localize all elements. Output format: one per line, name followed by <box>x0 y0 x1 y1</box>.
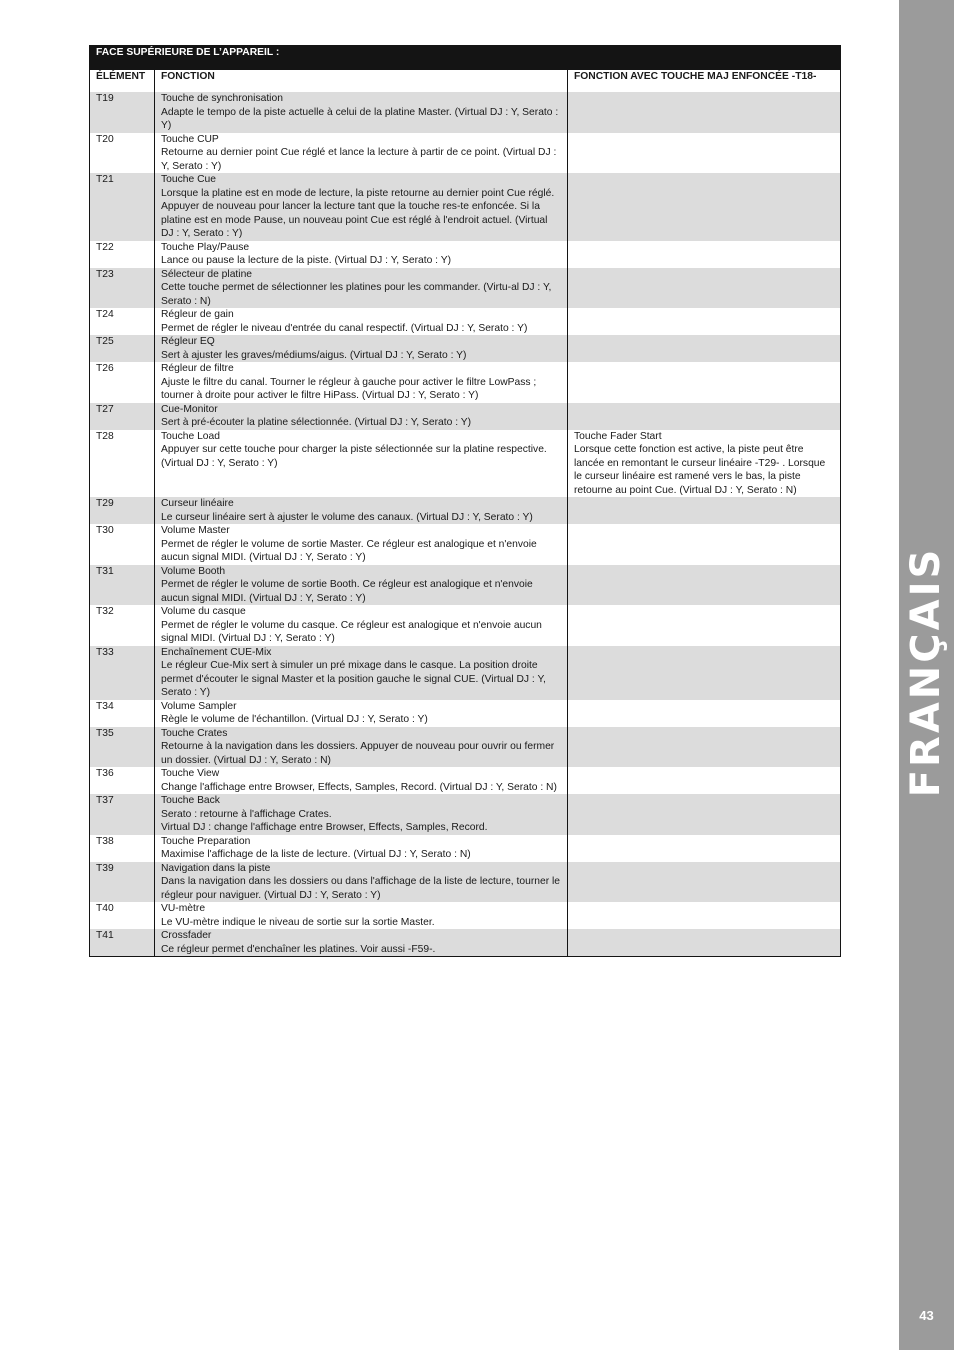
function-cell <box>155 862 568 903</box>
function-cell <box>155 362 568 403</box>
element-id: T20 <box>96 133 114 145</box>
element-id: T33 <box>96 646 114 658</box>
function-description: Change l'affichage entre Browser, Effects, Samples, Record. (Virtual DJ : Y, Serato : N) <box>161 781 557 793</box>
element-id: T31 <box>96 565 114 577</box>
function-description: Le curseur linéaire sert à ajuster le volume des canaux. (Virtual DJ : Y, Serato : Y) <box>161 511 533 523</box>
function-description: Cette touche permet de sélectionner les platines pour les commander. (Virtu-al DJ : Y, Serato : N) <box>161 282 552 307</box>
function-name: Régleur de filtre <box>161 363 234 374</box>
function-cell <box>155 308 568 335</box>
shift-function-cell <box>568 362 841 403</box>
function-cell <box>155 700 568 727</box>
function-description: Lorsque la platine est en mode de lecture, la piste retourne au dernier point Cue réglé. Appuyer de nouveau pour lancer la lecture tant que la touche res-te enfoncée. Si la platine est en mode Pause, un nouveau point Cue est réglé à l'endroit actuel. (Virtual DJ : Y, Serato : Y) <box>161 187 555 239</box>
shift-function-cell <box>568 268 841 309</box>
function-description: Ce régleur permet d'enchaîner les platines. Voir aussi -F59-. <box>161 943 436 955</box>
function-name: Régleur de gain <box>161 309 234 320</box>
element-id-cell <box>90 565 155 606</box>
table-row <box>90 335 841 362</box>
table-row <box>90 268 841 309</box>
function-name: Enchaînement CUE-Mix <box>161 646 272 658</box>
function-cell <box>155 794 568 835</box>
function-name: Crossfader <box>161 930 212 941</box>
element-id-cell <box>90 794 155 835</box>
function-name: Curseur linéaire <box>161 498 234 509</box>
table-row <box>90 794 841 835</box>
element-id-cell <box>90 497 155 524</box>
function-description: Sert à ajuster les graves/médiums/aigus. (Virtual DJ : Y, Serato : Y) <box>161 349 467 361</box>
element-id: T36 <box>96 768 114 779</box>
function-description: Sert à pré-écouter la platine sélectionnée. (Virtual DJ : Y, Serato : Y) <box>161 417 472 428</box>
element-id-cell <box>90 835 155 862</box>
function-name: Volume du casque <box>161 606 246 617</box>
table-row <box>90 862 841 903</box>
element-id: T30 <box>96 525 114 536</box>
element-id: T35 <box>96 727 114 739</box>
shift-function-cell <box>568 430 841 498</box>
table-row <box>90 646 841 700</box>
table-row <box>90 727 841 768</box>
shift-function-name: Touche Fader Start <box>574 430 662 442</box>
function-name: Touche CUP <box>161 133 219 145</box>
function-description: Permet de régler le niveau d'entrée du canal respectif. (Virtual DJ : Y, Serato : Y) <box>161 322 528 334</box>
function-name: Touche Back <box>161 795 220 806</box>
element-id-cell <box>90 335 155 362</box>
function-cell <box>155 524 568 565</box>
function-cell <box>155 902 568 929</box>
function-name: Touche View <box>161 768 220 779</box>
function-table <box>89 45 841 957</box>
function-description: Le VU-mètre indique le niveau de sortie sur la sortie Master. <box>161 916 435 928</box>
function-cell <box>155 646 568 700</box>
element-id: T32 <box>96 606 114 617</box>
element-id-cell <box>90 727 155 768</box>
element-id: T39 <box>96 862 114 874</box>
table-row <box>90 308 841 335</box>
element-id-cell <box>90 700 155 727</box>
table-row <box>90 767 841 794</box>
element-id-cell <box>90 767 155 794</box>
function-description: Ajuste le filtre du canal. Tourner le régleur à gauche pour activer le filtre LowPass ; tourner à droite pour activer le filtre HiPass. (Virtual DJ : Y, Serato : Y) <box>161 376 537 401</box>
function-name: Touche Preparation <box>161 835 251 847</box>
shift-function-cell <box>568 497 841 524</box>
function-description: Retourne au dernier point Cue réglé et lance la lecture à partir de ce point. (Virtual DJ : Y, Serato : Y) <box>161 147 557 172</box>
shift-function-description: Lorsque cette fonction est active, la piste peut être lancée en remontant le curseur linéaire -T29- . Lorsque le curseur linéaire est ramené vers le bas, la piste retourne au point Cue. (Virtual DJ : Y, Serato : N) <box>574 444 826 496</box>
function-description: Permet de régler le volume de sortie Master. Ce régleur est analogique et n'envoie aucun signal MIDI. (Virtual DJ : Y, Serato : Y) <box>161 538 537 563</box>
table-title: FACE SUPÉRIEURE DE L’APPAREIL : <box>90 46 841 70</box>
shift-function-cell <box>568 646 841 700</box>
function-name: Touche Crates <box>161 727 228 739</box>
element-id: T34 <box>96 700 114 712</box>
function-name: Cue-Monitor <box>161 403 218 415</box>
shift-function-cell <box>568 794 841 835</box>
table-row <box>90 524 841 565</box>
element-id: T22 <box>96 241 114 253</box>
table-row <box>90 835 841 862</box>
function-cell <box>155 767 568 794</box>
element-id-cell <box>90 605 155 646</box>
shift-function-cell <box>568 902 841 929</box>
shift-function-cell <box>568 92 841 133</box>
shift-function-cell <box>568 403 841 430</box>
shift-function-cell <box>568 605 841 646</box>
element-id-cell <box>90 646 155 700</box>
table-row <box>90 92 841 133</box>
shift-function-cell <box>568 862 841 903</box>
element-id-cell <box>90 173 155 241</box>
function-cell <box>155 133 568 174</box>
table-row <box>90 700 841 727</box>
table-row <box>90 902 841 929</box>
function-description: Appuyer sur cette touche pour charger la piste sélectionnée sur la platine respective. (Virtual DJ : Y, Serato : Y) <box>161 444 547 469</box>
element-id-cell <box>90 929 155 957</box>
function-name: Volume Sampler <box>161 700 237 712</box>
function-description: Permet de régler le volume du casque. Ce régleur est analogique et n'envoie aucun signal MIDI. (Virtual DJ : Y, Serato : Y) <box>161 619 542 644</box>
function-description: Adapte le tempo de la piste actuelle à celui de la platine Master. (Virtual DJ : Y, Serato : Y) <box>161 106 559 131</box>
shift-function-cell <box>568 173 841 241</box>
function-cell <box>155 497 568 524</box>
element-id: T25 <box>96 336 114 347</box>
element-id: T37 <box>96 795 114 806</box>
element-id-cell <box>90 308 155 335</box>
element-id: T40 <box>96 903 114 914</box>
function-cell <box>155 605 568 646</box>
language-sidebar <box>899 0 954 1350</box>
function-description: Serato : retourne à l'affichage Crates. Virtual DJ : change l'affichage entre Browser, Effects, Samples, Record. <box>161 808 488 833</box>
function-name: Volume Booth <box>161 565 226 577</box>
function-name: Navigation dans la piste <box>161 862 271 874</box>
function-name: Touche Play/Pause <box>161 241 250 253</box>
shift-function-cell <box>568 335 841 362</box>
table-row <box>90 565 841 606</box>
element-id: T29 <box>96 498 114 509</box>
table-row <box>90 605 841 646</box>
function-cell <box>155 430 568 498</box>
function-name: Régleur EQ <box>161 336 215 347</box>
table-row <box>90 403 841 430</box>
function-description: Lance ou pause la lecture de la piste. (Virtual DJ : Y, Serato : Y) <box>161 255 452 266</box>
column-header-element: ÉLÉMENT <box>90 70 155 93</box>
element-id: T27 <box>96 403 114 415</box>
shift-function-cell <box>568 767 841 794</box>
element-id-cell <box>90 902 155 929</box>
function-cell <box>155 268 568 309</box>
element-id: T28 <box>96 430 114 442</box>
element-id: T21 <box>96 174 114 185</box>
element-id-cell <box>90 133 155 174</box>
function-description: Règle le volume de l'échantillon. (Virtual DJ : Y, Serato : Y) <box>161 714 428 725</box>
function-name: Sélecteur de platine <box>161 268 253 280</box>
function-cell <box>155 173 568 241</box>
language-label: FRANÇAIS <box>903 546 949 798</box>
element-id-cell <box>90 862 155 903</box>
function-name: Touche Load <box>161 430 220 442</box>
table-row <box>90 362 841 403</box>
shift-function-cell <box>568 727 841 768</box>
element-id: T38 <box>96 835 114 847</box>
column-header-function: FONCTION <box>155 70 568 93</box>
function-cell <box>155 929 568 957</box>
function-name: Touche Cue <box>161 174 216 185</box>
table-row <box>90 173 841 241</box>
element-id-cell <box>90 268 155 309</box>
function-description: Maximise l'affichage de la liste de lecture. (Virtual DJ : Y, Serato : N) <box>161 849 471 860</box>
function-description: Retourne à la navigation dans les dossiers. Appuyer de nouveau pour ouvrir ou fermer un dossier. (Virtual DJ : Y, Serato : N) <box>161 741 555 766</box>
element-id-cell <box>90 362 155 403</box>
shift-function-cell <box>568 565 841 606</box>
shift-function-cell <box>568 524 841 565</box>
function-name: Volume Master <box>161 525 230 536</box>
element-id: T26 <box>96 363 114 374</box>
function-name: Touche de synchronisation <box>161 93 283 104</box>
element-id: T19 <box>96 93 114 104</box>
table-row <box>90 929 841 957</box>
table-row <box>90 497 841 524</box>
function-cell <box>155 92 568 133</box>
element-id-cell <box>90 241 155 268</box>
element-id-cell <box>90 403 155 430</box>
element-id: T23 <box>96 268 114 280</box>
function-description: Permet de régler le volume de sortie Booth. Ce régleur est analogique et n'envoie aucun signal MIDI. (Virtual DJ : Y, Serato : Y) <box>161 579 533 604</box>
shift-function-cell <box>568 835 841 862</box>
element-id: T41 <box>96 930 114 941</box>
element-id-cell <box>90 430 155 498</box>
function-cell <box>155 335 568 362</box>
column-header-shift-function: FONCTION AVEC TOUCHE MAJ ENFONCÉE -T18- <box>568 70 841 93</box>
table-row <box>90 241 841 268</box>
function-name: VU-mètre <box>161 903 206 914</box>
shift-function-cell <box>568 308 841 335</box>
element-id-cell <box>90 524 155 565</box>
function-cell <box>155 835 568 862</box>
function-description: Dans la navigation dans les dossiers ou dans l'affichage de la liste de lecture, tourner le régleur pour naviguer. (Virtual DJ : Y, Serato : Y) <box>161 876 561 901</box>
function-cell <box>155 403 568 430</box>
function-description: Le régleur Cue-Mix sert à simuler un pré mixage dans le casque. La position droite permet d'écouter le signal Master et la position gauche le signal CUE. (Virtual DJ : Y, Serato : Y) <box>161 660 546 698</box>
element-id-cell <box>90 92 155 133</box>
function-cell <box>155 565 568 606</box>
table-row <box>90 430 841 498</box>
function-cell <box>155 241 568 268</box>
shift-function-cell <box>568 700 841 727</box>
function-cell <box>155 727 568 768</box>
shift-function-cell <box>568 241 841 268</box>
shift-function-cell <box>568 929 841 957</box>
element-id: T24 <box>96 309 114 320</box>
shift-function-cell <box>568 133 841 174</box>
page-number: 43 <box>919 1308 934 1323</box>
table-row <box>90 133 841 174</box>
